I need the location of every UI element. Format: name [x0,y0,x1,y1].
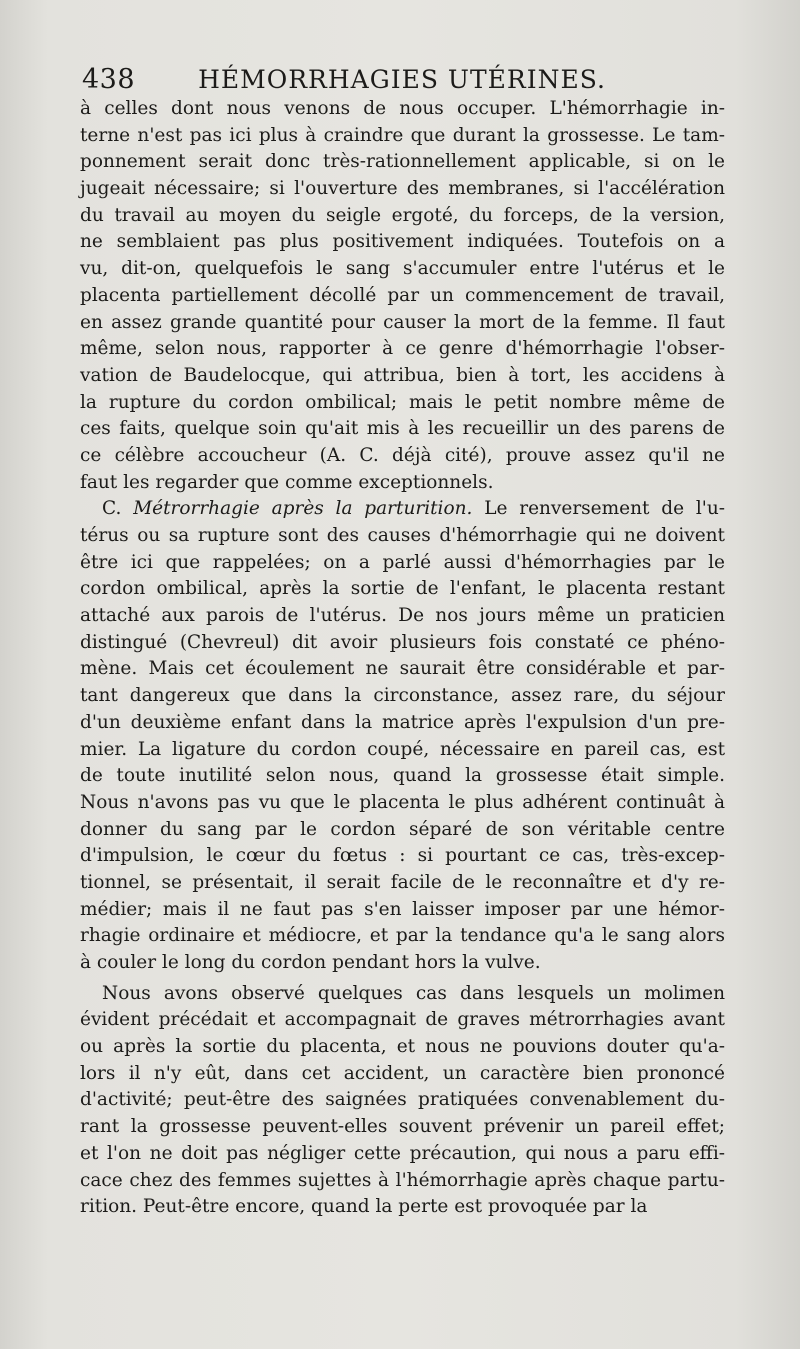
text-line: rition. Peut-être encore, quand la perte est provoquée par la [80,1196,648,1218]
text-line: placenta partiellement décollé par un commencement de travail, [80,284,725,306]
text-line: mène. Mais cet écoulement ne saurait être considérable et par- [80,658,725,680]
running-title: HÉMORRHAGIES UTÉRINES. [198,65,606,94]
text-line: même, selon nous, rapporter à ce genre d'hémorrhagie l'obser- [80,338,725,360]
paragraph-3 [80,981,725,1221]
text-line: rhagie ordinaire et médiocre, et par la tendance qu'a le sang alors [80,925,725,947]
section-heading: Métrorrhagie après la parturition. [133,498,473,520]
body-text [80,96,725,1221]
text-line: en assez grande quantité pour causer la mort de la femme. Il faut [80,311,725,333]
text-line: d'un deuxième enfant dans la matrice après l'expulsion d'un pre- [80,711,725,733]
text-line: Nous n'avons pas vu que le placenta le plus adhérent continuât à [80,791,725,813]
text-line: cace chez des femmes sujettes à l'hémorrhagie après chaque partu- [80,1169,725,1191]
text-line: à couler le long du cordon pendant hors la vulve. [80,952,541,973]
text-line: donner du sang par le cordon séparé de son véritable centre [80,818,725,840]
text-line: de toute inutilité selon nous, quand la grossesse était simple. [80,765,725,787]
text-line: être ici que rappelées; on a parlé aussi d'hémorrhagies par le [80,551,725,573]
text-line: du travail au moyen du seigle ergoté, du forceps, de la version, [80,204,725,226]
text-line [80,496,725,523]
paragraph-2 [80,496,725,976]
text-line: distingué (Chevreul) dit avoir plusieurs fois constaté ce phéno- [80,631,725,653]
text-line: jugeait nécessaire; si l'ouverture des membranes, si l'accélération [80,178,725,200]
text-line: ne semblaient pas plus positivement indiquées. Toutefois on a [80,231,725,253]
text-line: évident précédait et accompagnait de graves métrorrhagies avant [80,1009,725,1031]
text-line: d'impulsion, le cœur du fœtus : si pourtant ce cas, très-excep- [80,845,725,867]
text-line: cordon ombilical, après la sortie de l'enfant, le placenta restant [80,578,725,600]
text-line: ces faits, quelque soin qu'ait mis à les recueillir un des parens de [80,418,725,440]
text-line: Nous avons observé quelques cas dans lesquels un molimen [102,982,725,1004]
text-line: vation de Baudelocque, qui attribua, bien à tort, les accidens à [80,364,725,386]
text-line: terne n'est pas ici plus à craindre que durant la grossesse. Le tam- [80,124,725,146]
text-line: lors il n'y eût, dans cet accident, un caractère bien prononcé [80,1062,725,1084]
text-line: rant la grossesse peuvent-elles souvent prévenir un pareil effet; [80,1116,725,1138]
text-line: la rupture du cordon ombilical; mais le petit nombre même de [80,391,725,413]
text-line: térus ou sa rupture sont des causes d'hémorrhagie qui ne doivent [80,525,725,546]
text-line: tionnel, se présentait, il serait facile de le reconnaître et d'y re- [80,871,725,893]
page-number: 438 [82,64,136,95]
text-line: attaché aux parois de l'utérus. De nos jours même un praticien [80,605,725,627]
text-line: tant dangereux que dans la circonstance, assez rare, du séjour [80,685,725,707]
text-line: d'activité; peut-être des saignées pratiquées convenablement du- [80,1089,725,1111]
text-line: à celles dont nous venons de nous occuper. L'hémorrhagie in- [80,98,725,119]
text-line: médier; mais il ne faut pas s'en laisser imposer par une hémor- [80,898,725,920]
text-line: et l'on ne doit pas négliger cette précaution, qui nous a paru effi- [80,1142,725,1164]
text-line: ce célèbre accoucheur (A. C. déjà cité), prouve assez qu'il ne [80,444,725,466]
text-line: ponnement serait donc très-rationnellement applicable, si on le [80,151,725,173]
text-line: faut les regarder que comme exceptionnels. [80,471,494,493]
text-line: vu, dit-on, quelquefois le sang s'accumuler entre l'utérus et le [80,258,725,280]
page-header [82,60,722,100]
text-line-rest: Le renversement de l'u- [484,498,725,520]
text-line: ou après la sortie du placenta, et nous ne pouvions douter qu'a- [80,1036,725,1058]
paragraph-1 [80,96,725,496]
text-line: mier. La ligature du cordon coupé, nécessaire en pareil cas, est [80,738,725,760]
section-letter: C. [102,498,122,520]
